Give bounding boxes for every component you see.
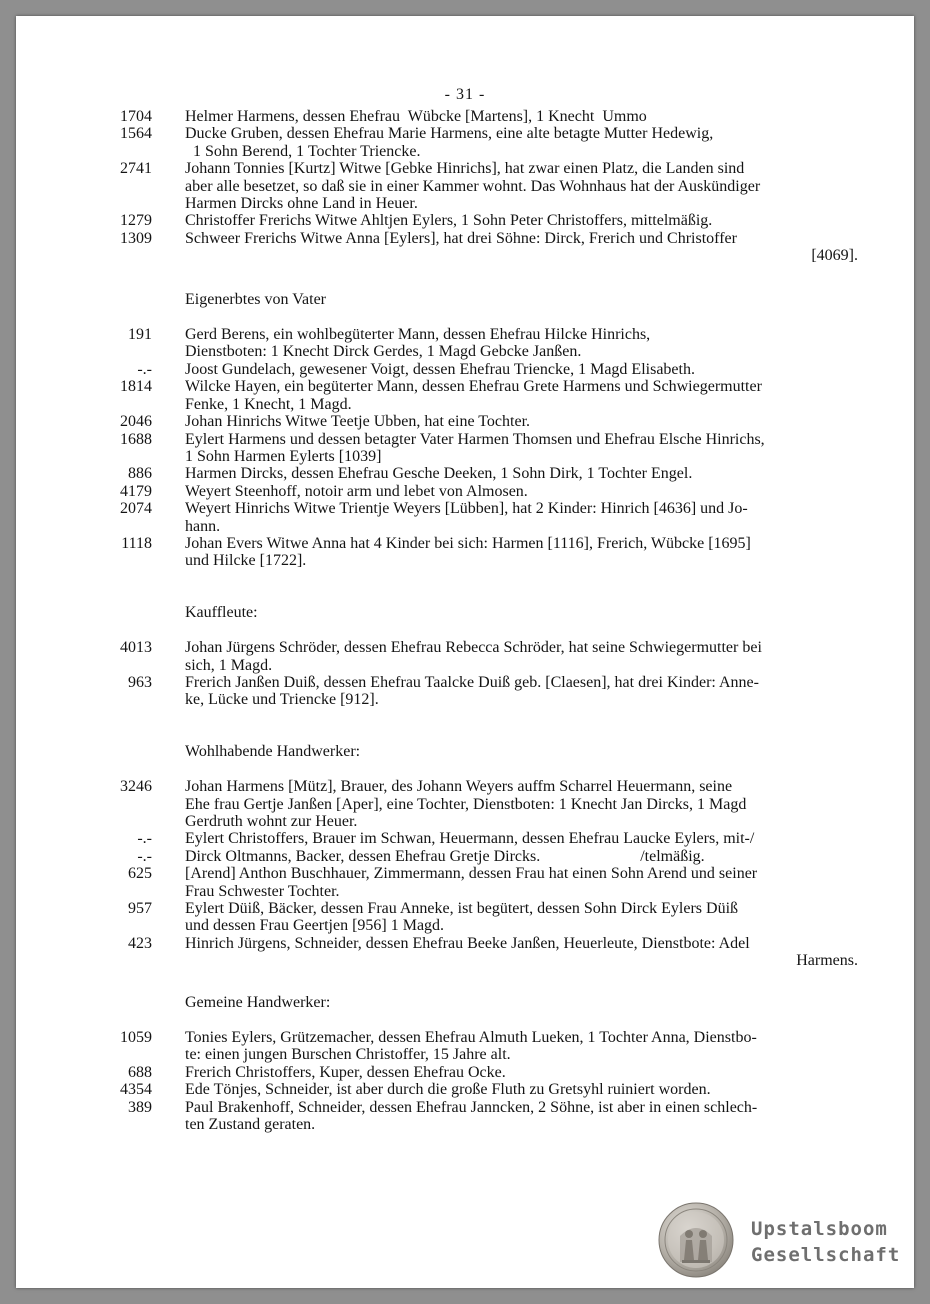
entry-text	[185, 865, 858, 900]
entry-number: 4013	[120, 639, 152, 657]
entry-line: Johann Tonnies [Kurtz] Witwe [Gebke Hinrichs], hat zwar einen Platz, die Landen sind	[185, 160, 745, 178]
entry-number: 1564	[120, 125, 152, 143]
register-entry	[16, 500, 914, 535]
entry-line: Frerich Christoffers, Kuper, dessen Ehefrau Ocke.	[185, 1063, 506, 1081]
entry-line: Ducke Gruben, dessen Ehefrau Marie Harmens, eine alte betagte Mutter Hedewig,	[185, 125, 714, 143]
entry-text	[185, 848, 858, 865]
register-entry	[16, 639, 914, 674]
register-entry	[16, 212, 914, 229]
section-heading: Gemeine Handwerker:	[185, 993, 331, 1011]
entry-number: 389	[128, 1098, 152, 1116]
entry-line: Harmen Dircks, dessen Ehefrau Gesche Deeken, 1 Sohn Dirk, 1 Tochter Engel.	[185, 465, 693, 483]
entry-line: Fenke, 1 Knecht, 1 Magd.	[185, 395, 352, 413]
entry-line: Schweer Frerichs Witwe Anna [Eylers], hat drei Söhne: Dirck, Frerich und Christoffer	[185, 229, 737, 247]
register-entry	[16, 1099, 914, 1134]
entry-number: 688	[128, 1063, 152, 1081]
heading-spacer	[16, 621, 914, 639]
entry-text	[185, 674, 858, 709]
entry-number: 2074	[120, 500, 152, 518]
entry-line: Gerdruth wohnt zur Heuer.	[185, 813, 358, 830]
entry-line: Eylert Düiß, Bäcker, dessen Frau Anneke, ist begütert, dessen Sohn Dirck Eylers Düiß	[185, 900, 739, 918]
entry-line: Paul Brakenhoff, Schneider, dessen Ehefrau Janncken, 2 Söhne, ist aber in einen schlech-	[185, 1098, 758, 1116]
entry-text	[185, 230, 858, 265]
entry-line: ten Zustand geraten.	[185, 1116, 316, 1134]
register-entry	[16, 326, 914, 361]
entry-line: 1 Sohn Harmen Eylerts [1039]	[185, 447, 382, 465]
entry-number: 3246	[120, 778, 152, 796]
page-number: - 31 -	[444, 86, 486, 103]
page-content	[16, 108, 914, 1134]
section-spacer	[16, 265, 914, 291]
entry-text	[185, 830, 858, 847]
entry-number: 191	[128, 326, 152, 344]
entry-line: Frau Schwester Tochter.	[185, 882, 340, 900]
entry-line: Johan Evers Witwe Anna hat 4 Kinder bei sich: Harmen [1116], Frerich, Wübcke [1695]	[185, 534, 751, 552]
entry-text	[185, 326, 858, 361]
entry-line: und dessen Frau Geertjen [956] 1 Magd.	[185, 917, 445, 935]
entry-number: 886	[128, 465, 152, 483]
register-entry	[16, 125, 914, 160]
register-entry	[16, 535, 914, 570]
entry-number: 1814	[120, 378, 152, 396]
entry-text	[185, 413, 858, 430]
entry-line: Johan Jürgens Schröder, dessen Ehefrau Rebecca Schröder, hat seine Schwiegermutter bei	[185, 639, 762, 657]
entry-number: 1279	[120, 212, 152, 230]
heading-spacer	[16, 760, 914, 778]
register-entry	[16, 674, 914, 709]
section-heading: Wohlhabende Handwerker:	[185, 742, 361, 760]
entry-line: Hinrich Jürgens, Schneider, dessen Ehefrau Beeke Janßen, Heuerleute, Dienstbote: Adel	[185, 934, 750, 952]
entry-line: 1 Sohn Berend, 1 Tochter Triencke.	[185, 142, 421, 160]
register-entry	[16, 900, 914, 935]
entry-number: 1704	[120, 108, 152, 125]
society-name-line1: Upstalsboom	[751, 1218, 888, 1240]
entry-text	[185, 431, 858, 466]
society-name-line2: Gesellschaft	[751, 1244, 901, 1266]
entry-text	[185, 361, 858, 378]
society-wordmark	[751, 1216, 900, 1268]
entry-line: hann.	[185, 517, 221, 535]
entry-line: Johan Harmens [Mütz], Brauer, des Johann Weyers auffm Scharrel Heuermann, seine	[185, 778, 733, 796]
entry-text	[185, 160, 858, 212]
register-entry	[16, 483, 914, 500]
register-entry	[16, 230, 914, 265]
entry-text	[185, 500, 858, 535]
register-entry	[16, 865, 914, 900]
entry-line: ke, Lücke und Triencke [912].	[185, 691, 379, 709]
entry-line: Dirck Oltmanns, Backer, dessen Ehefrau Gretje Dircks. /telmäßig.	[185, 847, 705, 865]
register-entry	[16, 361, 914, 378]
entry-number: 1059	[120, 1029, 152, 1047]
entry-number: 2046	[120, 413, 152, 431]
entry-line: Weyert Hinrichs Witwe Trientje Weyers [Lübben], hat 2 Kinder: Hinrich [4636] und Jo-	[185, 500, 748, 518]
entry-line: Frerich Janßen Duiß, dessen Ehefrau Taalcke Duiß geb. [Claesen], hat drei Kinder: Anne-	[185, 673, 759, 691]
entry-line: Tonies Eylers, Grützemacher, dessen Ehefrau Almuth Lueken, 1 Tochter Anna, Dienstbo-	[185, 1029, 757, 1047]
section-heading: Kauffleute:	[185, 603, 258, 621]
entry-number: 625	[128, 865, 152, 883]
entry-text	[185, 378, 858, 413]
entry-text	[185, 465, 858, 482]
register-entry	[16, 935, 914, 970]
entry-line-right: [4069].	[811, 247, 858, 265]
entry-line: Eylert Harmens und dessen betagter Vater Harmen Thomsen und Ehefrau Elsche Hinrichs,	[185, 430, 765, 448]
entry-number: 957	[128, 900, 152, 918]
entry-text	[185, 125, 858, 160]
society-seal	[658, 1202, 734, 1278]
entry-line: Ede Tönjes, Schneider, ist aber durch die große Fluth zu Gretsyhl ruiniert worden.	[185, 1081, 711, 1099]
entry-text	[185, 1081, 858, 1098]
entry-line: Johan Hinrichs Witwe Teetje Ubben, hat eine Tochter.	[185, 413, 531, 431]
register-entry	[16, 431, 914, 466]
entry-number: 1688	[120, 430, 152, 448]
entry-line: Ehe frau Gertje Janßen [Aper], eine Tochter, Dienstboten: 1 Knecht Jan Dircks, 1 Magd	[185, 795, 747, 813]
entry-line-right: Harmens.	[796, 952, 858, 970]
section-heading: Eigenerbtes von Vater	[185, 290, 326, 308]
entry-line: [Arend] Anthon Buschhauer, Zimmermann, dessen Frau hat einen Sohn Arend und seiner	[185, 865, 758, 883]
entry-text	[185, 535, 858, 570]
entry-number: 1118	[121, 534, 152, 552]
entry-line: Helmer Harmens, dessen Ehefrau Wübcke [Martens], 1 Knecht Ummo	[185, 108, 647, 125]
entry-text	[185, 639, 858, 674]
entry-line: Harmen Dircks ohne Land in Heuer.	[185, 195, 418, 213]
seal-icon	[658, 1202, 734, 1278]
entry-text	[185, 1064, 858, 1081]
entry-line: Joost Gundelach, gewesener Voigt, dessen Ehefrau Triencke, 1 Magd Elisabeth.	[185, 360, 695, 378]
entry-text	[185, 935, 858, 970]
register-entry	[16, 413, 914, 430]
section-spacer	[16, 570, 914, 604]
document-page	[16, 16, 914, 1288]
register-entry	[16, 465, 914, 482]
entry-number: -.-	[137, 360, 152, 378]
entry-number: 4179	[120, 482, 152, 500]
section-spacer	[16, 709, 914, 743]
entry-text	[185, 108, 858, 125]
entry-line: Christoffer Frerichs Witwe Ahltjen Eylers, 1 Sohn Peter Christoffers, mittelmäßig.	[185, 212, 713, 230]
entry-line: und Hilcke [1722].	[185, 552, 307, 570]
entry-text	[185, 212, 858, 229]
heading-spacer	[16, 1011, 914, 1029]
entry-number: 4354	[120, 1081, 152, 1099]
entry-text	[185, 778, 858, 830]
section-spacer	[16, 970, 914, 994]
entry-line: te: einen jungen Burschen Christoffer, 15 Jahre alt.	[185, 1046, 511, 1064]
entry-number: 423	[128, 934, 152, 952]
heading-spacer	[16, 308, 914, 326]
entry-number: -.-	[137, 830, 152, 848]
entry-line: Gerd Berens, ein wohlbegüterter Mann, dessen Ehefrau Hilcke Hinrichs,	[185, 326, 651, 344]
entry-line: Eylert Christoffers, Brauer im Schwan, Heuermann, dessen Ehefrau Laucke Eylers, mit-/	[185, 830, 755, 848]
entry-text	[185, 900, 858, 935]
register-entry	[16, 378, 914, 413]
register-entry	[16, 160, 914, 212]
entry-text	[185, 1099, 858, 1134]
entry-line: aber alle besetzet, so daß sie in einer Kammer wohnt. Das Wohnhaus hat der Auskündiger	[185, 177, 761, 195]
register-entry	[16, 1081, 914, 1098]
register-entry	[16, 848, 914, 865]
entry-text	[185, 1029, 858, 1064]
entry-number: -.-	[137, 847, 152, 865]
entry-text	[185, 483, 858, 500]
entry-line: Dienstboten: 1 Knecht Dirck Gerdes, 1 Magd Gebcke Janßen.	[185, 343, 582, 361]
entry-line: sich, 1 Magd.	[185, 656, 273, 674]
register-entry	[16, 1064, 914, 1081]
register-entry	[16, 108, 914, 125]
entry-number: 2741	[120, 160, 152, 178]
register-entry	[16, 830, 914, 847]
register-entry	[16, 778, 914, 830]
entry-number: 1309	[120, 229, 152, 247]
entry-number: 963	[128, 673, 152, 691]
entry-line: Weyert Steenhoff, notoir arm und lebet von Almosen.	[185, 482, 528, 500]
register-entry	[16, 1029, 914, 1064]
entry-line: Wilcke Hayen, ein begüterter Mann, dessen Ehefrau Grete Harmens und Schwiegermutter	[185, 378, 762, 396]
